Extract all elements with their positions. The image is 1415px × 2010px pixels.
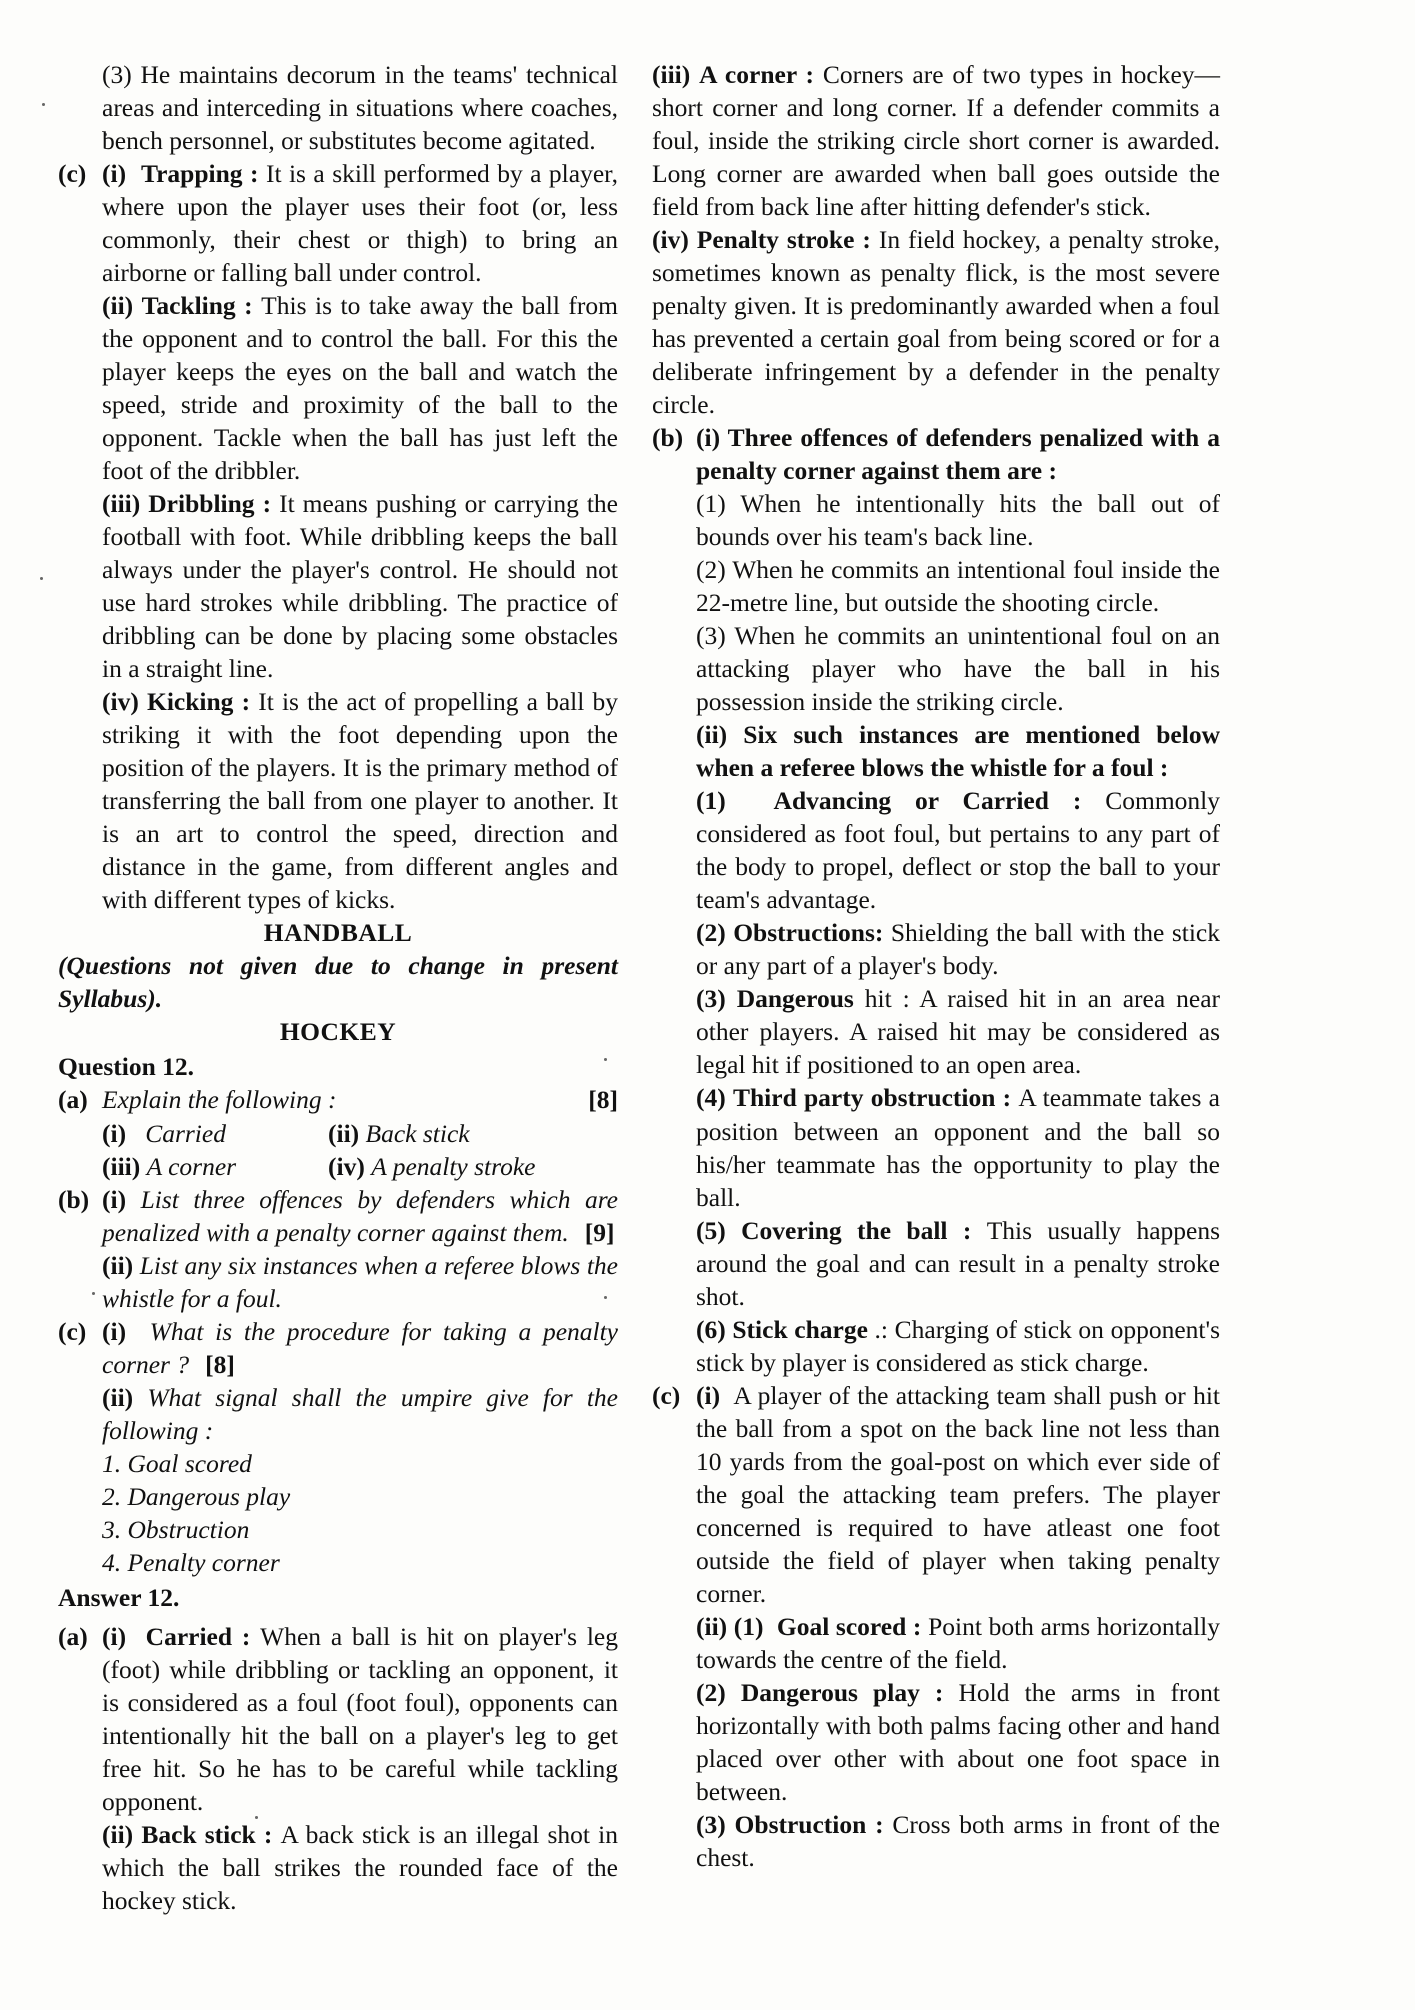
q12c-signal-list bbox=[58, 1447, 618, 1579]
trapping-term: Trapping bbox=[140, 159, 243, 189]
q12b-i-wrap bbox=[102, 1183, 618, 1249]
a12a-carried-colon: : bbox=[232, 1621, 261, 1651]
q12c-ii-marker: (ii) bbox=[102, 1382, 134, 1412]
ans-c-i-marker: (i) bbox=[696, 1380, 721, 1410]
q12a-item-2-label: Back stick bbox=[365, 1118, 470, 1148]
ans-b-i-list bbox=[652, 487, 1220, 718]
ans-b-ii-item-3-term: Dangerous bbox=[736, 984, 854, 1014]
penalty-stroke-text: In field hockey, a penalty stroke, sometimes known as penalty flick, is the most severe penalty given. It is predominantly awarded when a foul has prevented a certain goal from being scored or for a deliberate infringement by a defender in the penalty circle. bbox=[652, 225, 1220, 420]
a-corner-text: Corners are of two types in hockey—short corner and long corner. If a defender commits a foul, inside the striking circle short corner is awarded. Long corner are awarded when ball goes outside the field from back line after hitting defender's stick. bbox=[652, 60, 1221, 222]
q12a-item-row-2 bbox=[102, 1150, 618, 1183]
ans-b-ii-item-5-text: This usually happens around the goal and can result in a penalty stroke shot. bbox=[696, 1215, 1220, 1311]
ans-b-i-heading: (i) Three offences of defenders penalized with a penalty corner against them are : bbox=[696, 423, 1220, 486]
a12a-row bbox=[58, 1620, 618, 1818]
a12a-carried-wrap bbox=[102, 1620, 618, 1818]
q12c-i-wrap bbox=[102, 1315, 618, 1381]
ans-c-ii-item-1-lead: (ii) (1) bbox=[696, 1611, 764, 1641]
ans-c-ii-item-2-lead: (2) bbox=[696, 1677, 726, 1707]
q12c-ii-text: What signal shall the umpire give for the following : bbox=[102, 1382, 618, 1445]
ans-b-ii-item-3-term-plain: hit bbox=[853, 984, 892, 1014]
a-corner-colon: : bbox=[796, 60, 823, 89]
ans-b-i-item-3: (3) When he commits an unintentional foul on an attacking player who have the ball in his possession inside the striking circle. bbox=[696, 621, 1220, 717]
ans-b-marker: (b) bbox=[652, 423, 684, 453]
q12b-ii-text: List any six instances when a referee blows the whistle for a foul. bbox=[102, 1250, 619, 1313]
a12a-backstick-marker: (ii) bbox=[102, 1819, 134, 1849]
handball-heading: HANDBALL bbox=[263, 918, 413, 948]
tackling-body bbox=[58, 289, 618, 487]
tackling-colon: : bbox=[235, 291, 262, 321]
a12a-marker: (a) bbox=[58, 1621, 88, 1651]
ans-b-ii-item-3-num: (3) bbox=[696, 984, 726, 1014]
ans-b-i-item-1: (1) When he intentionally hits the ball out of bounds over his team's back line. bbox=[696, 489, 1220, 552]
handball-note: (Questions not given due to change in present Syllabus). bbox=[58, 951, 618, 1014]
ans-b-ii-item-6 bbox=[696, 1313, 1220, 1379]
q12c-marks: [8] bbox=[205, 1349, 235, 1379]
ans-b-ii-item-4-term: Third party obstruction bbox=[732, 1083, 996, 1113]
right-column bbox=[652, 58, 1220, 1917]
answer-12-heading: Answer 12. bbox=[58, 1582, 180, 1612]
ans-b-ii-item-2-text: Shielding the ball with the stick or any part of a player's body. bbox=[696, 918, 1220, 981]
q12a-item-1-marker: (i) bbox=[102, 1118, 127, 1148]
ans-b-row bbox=[652, 421, 1220, 487]
ans-c-ii-item-2-term: Dangerous play bbox=[740, 1677, 920, 1707]
tackling-term: Tackling bbox=[141, 291, 236, 321]
q12b-i-text: List three offences by defenders which are penalized with a penalty corner against them. bbox=[102, 1184, 618, 1247]
ans-b-ii-item-4 bbox=[696, 1081, 1220, 1213]
ans-b-ii-item-5 bbox=[696, 1214, 1220, 1313]
q12a-items bbox=[58, 1117, 618, 1183]
a12a-backstick-wrap bbox=[58, 1818, 618, 1917]
ans-b-ii-item-6-text: Charging of stick on opponent's stick by player is considered as stick charge. bbox=[696, 1314, 1220, 1377]
q12c-i-marker: (i) bbox=[102, 1316, 127, 1346]
q12a-item-1 bbox=[102, 1117, 328, 1150]
q12a-row bbox=[58, 1083, 618, 1116]
a-corner-term: A corner bbox=[699, 60, 797, 89]
a-corner-marker: (iii) bbox=[652, 60, 691, 89]
ans-b-ii-item-2 bbox=[696, 916, 1220, 982]
penalty-stroke-colon: : bbox=[854, 225, 879, 255]
ans-b-ii-item-5-num: (5) bbox=[696, 1215, 726, 1245]
a12a-backstick-term: Back stick bbox=[141, 1819, 256, 1849]
ans-c-ii-item-3-lead: (3) bbox=[696, 1809, 726, 1839]
q12a-item-row-1 bbox=[102, 1117, 618, 1150]
q12a-item-3-label: A corner bbox=[146, 1151, 237, 1181]
ans-b-ii-item-4-colon: : bbox=[995, 1083, 1019, 1113]
a12a-backstick-text: A back stick is an illegal shot in which the ball strikes the rounded face of the hockey stick. bbox=[102, 1819, 618, 1915]
kicking-marker: (iv) bbox=[102, 687, 139, 717]
ans-b-ii-item-6-term: Stick charge bbox=[732, 1314, 868, 1344]
ans-b-i-item-2: (2) When he commits an intentional foul inside the 22-metre line, but outside the shooting circle. bbox=[696, 555, 1220, 618]
a12a-carried-marker: (i) bbox=[102, 1621, 127, 1651]
ans-b-ii-item-6-colon: .: bbox=[867, 1314, 895, 1344]
ans-c-ii-item-2 bbox=[696, 1676, 1220, 1808]
ans-b-ii-heading: (ii) Six such instances are mentioned below when a referee blows the whistle for a foul : bbox=[696, 720, 1220, 783]
paragraph-decorum: (3) He maintains decorum in the teams' technical areas and interceding in situations where coaches, bench personnel, or substitutes become agitated. bbox=[102, 60, 618, 156]
ans-b-ii-item-3-colon: : bbox=[891, 984, 920, 1014]
ans-b-ii-item-1-term: Advancing or Carried bbox=[773, 786, 1049, 816]
two-column-body bbox=[0, 58, 1415, 1917]
ans-c-ii-item-2-colon: : bbox=[919, 1677, 959, 1707]
q12c-marker: (c) bbox=[58, 1316, 87, 1346]
q12a-item-4-marker: (iv) bbox=[328, 1151, 365, 1181]
penalty-stroke-wrap bbox=[652, 223, 1220, 421]
ans-c-ii-item-1-term: Goal scored bbox=[776, 1611, 907, 1641]
ans-b-ii-item-2-num: (2) bbox=[696, 918, 726, 948]
ans-c-ii-item-2-text: Hold the arms in front horizontally with both palms facing other and hand placed over other with about one foot space in between. bbox=[696, 1677, 1221, 1806]
q12a-item-1-label: Carried bbox=[145, 1118, 226, 1148]
a12a-backstick-colon: : bbox=[255, 1819, 281, 1849]
q12c-signal-3: 3. Obstruction bbox=[102, 1514, 250, 1544]
q12b-ii-marker: (ii) bbox=[102, 1250, 134, 1280]
penalty-stroke-marker: (iv) bbox=[652, 225, 689, 255]
ans-b-ii-item-5-term: Covering the ball bbox=[741, 1215, 948, 1245]
q12c-i-text: What is the procedure for taking a penalty corner ? bbox=[102, 1316, 619, 1379]
ans-c-i-text: A player of the attacking team shall push or hit the ball from a spot on the back line not less than 10 yards from the goal-post on which ever side of the goal the attacking team prefers. The player concerned is required to have atleast one foot outside the field of player when taking penalty corner. bbox=[696, 1380, 1220, 1608]
ans-c-ii-item-3-colon: : bbox=[866, 1809, 893, 1839]
list-marker-c: (c) bbox=[58, 159, 87, 189]
ans-b-ii-item-4-text: A teammate takes a position between an opponent and the ball so his/her teammate has the opportunity to play the ball. bbox=[696, 1083, 1220, 1212]
dribbling-term: Dribbling bbox=[148, 489, 255, 519]
dribbling-body bbox=[58, 487, 618, 685]
q12c-signal-2: 2. Dangerous play bbox=[102, 1481, 291, 1511]
q12b-row bbox=[58, 1183, 618, 1249]
ans-b-ii-item-2-term: Obstructions bbox=[733, 918, 875, 948]
ans-c-ii-item-1-text: Point both arms horizontally towards the centre of the field. bbox=[696, 1611, 1220, 1674]
ans-c-ii-item-1-colon: : bbox=[906, 1611, 929, 1641]
a12a-carried-text: When a ball is hit on player's leg (foot) while dribbling or tackling an opponent, it is considered as a foul (foot foul), opponents can intentionally hit the ball on a player's leg to get free hit. So he has to be careful while tackling opponent. bbox=[102, 1621, 618, 1816]
tackling-marker: (ii) bbox=[102, 291, 134, 321]
left-column bbox=[58, 58, 618, 1917]
kicking-text: It is the act of propelling a ball by striking it with the foot depending upon the position of the players. It is the primary method of transferring the ball from one player to another. It is an art to control the speed, direction and distance in the game, from different angles and with different types of kicks. bbox=[102, 687, 618, 915]
ans-b-ii-item-1-text: Commonly considered as foot foul, but pertains to any part of the body to propel, deflect or stop the ball to your team's advantage. bbox=[696, 786, 1220, 915]
ans-c-ii-item-3-text: Cross both arms in front of the chest. bbox=[696, 1809, 1220, 1872]
ans-b-ii-item-1-colon: : bbox=[1048, 786, 1106, 816]
q12a-item-3-marker: (iii) bbox=[102, 1151, 141, 1181]
q12c-signal-4: 4. Penalty corner bbox=[102, 1547, 280, 1577]
q12b-marker: (b) bbox=[58, 1184, 90, 1214]
hockey-heading: HOCKEY bbox=[279, 1017, 397, 1047]
q12a-stem: Explain the following : bbox=[102, 1085, 337, 1115]
ans-b-ii-list bbox=[652, 784, 1220, 1378]
penalty-stroke-term: Penalty stroke bbox=[696, 225, 855, 255]
q12a-marker: (a) bbox=[58, 1085, 88, 1115]
ans-b-ii-item-2-colon: : bbox=[874, 918, 891, 948]
a12a-carried-term: Carried bbox=[145, 1621, 233, 1651]
dribbling-marker: (iii) bbox=[102, 489, 141, 519]
dribbling-colon: : bbox=[254, 489, 280, 519]
ans-b-ii-item-3-text: A raised hit in an area near other players. A raised hit may be considered as legal hit if positioned to an open area. bbox=[696, 984, 1221, 1080]
ans-c-ii-list bbox=[652, 1610, 1220, 1874]
q12c-signal-1: 1. Goal scored bbox=[102, 1448, 252, 1478]
trapping-marker: (i) bbox=[102, 159, 127, 189]
ans-b-ii-item-6-num: (6) bbox=[696, 1314, 726, 1344]
ans-b-ii-item-4-num: (4) bbox=[696, 1083, 726, 1113]
question-12-heading: Question 12. bbox=[58, 1052, 195, 1082]
ans-b-ii-item-5-colon: : bbox=[947, 1215, 987, 1245]
q12a-item-2 bbox=[328, 1117, 470, 1150]
q12c-ii-wrap bbox=[58, 1381, 618, 1447]
a-corner-wrap bbox=[652, 58, 1220, 223]
kicking-term: Kicking bbox=[146, 687, 234, 717]
kicking-body bbox=[58, 685, 618, 916]
q12a-item-4 bbox=[328, 1150, 536, 1183]
q12a-item-4-label: A penalty stroke bbox=[371, 1151, 536, 1181]
tackling-text: This is to take away the ball from the opponent and to control the ball. For this the player keeps the eyes on the ball and watch the speed, stride and proximity of the ball to the opponent. Tackle when the ball has just left the foot of the dribbler. bbox=[102, 291, 619, 486]
q12a-item-3 bbox=[102, 1150, 328, 1183]
ans-c-ii-item-1 bbox=[696, 1610, 1220, 1676]
q12a-item-2-marker: (ii) bbox=[328, 1118, 360, 1148]
trapping-text: It is a skill performed by a player, where upon the player uses their foot (or, less commonly, their chest or thigh) to bring an airborne or falling ball under control. bbox=[102, 159, 618, 288]
q12b-i-marker: (i) bbox=[102, 1184, 127, 1214]
q12c-row bbox=[58, 1315, 618, 1381]
q12b-marks: [9] bbox=[584, 1217, 615, 1247]
block-c-trapping bbox=[58, 157, 618, 289]
ans-c-row bbox=[652, 1379, 1220, 1610]
ans-c-ii-item-3 bbox=[696, 1808, 1220, 1874]
ans-c-i-wrap bbox=[696, 1379, 1220, 1610]
kicking-colon: : bbox=[233, 687, 259, 717]
q12a-stem-wrap bbox=[102, 1083, 618, 1116]
trapping-colon: : bbox=[242, 159, 266, 189]
dribbling-text: It means pushing or carrying the football with foot. While dribbling keeps the ball always under the player's control. He should not use hard strokes while dribbling. The practice of dribbling can be done by placing some obstacles in a straight line. bbox=[102, 489, 618, 684]
q12a-marks: [8] bbox=[588, 1085, 618, 1115]
ans-b-ii-item-1 bbox=[696, 784, 1220, 916]
ans-b-ii-item-3 bbox=[696, 982, 1220, 1081]
trapping-body bbox=[102, 157, 618, 289]
ans-c-ii-item-3-term: Obstruction bbox=[734, 1809, 867, 1839]
ans-c-marker: (c) bbox=[652, 1380, 681, 1410]
q12b-ii-wrap bbox=[58, 1249, 618, 1315]
ans-b-ii-item-1-num: (1) bbox=[696, 786, 726, 816]
